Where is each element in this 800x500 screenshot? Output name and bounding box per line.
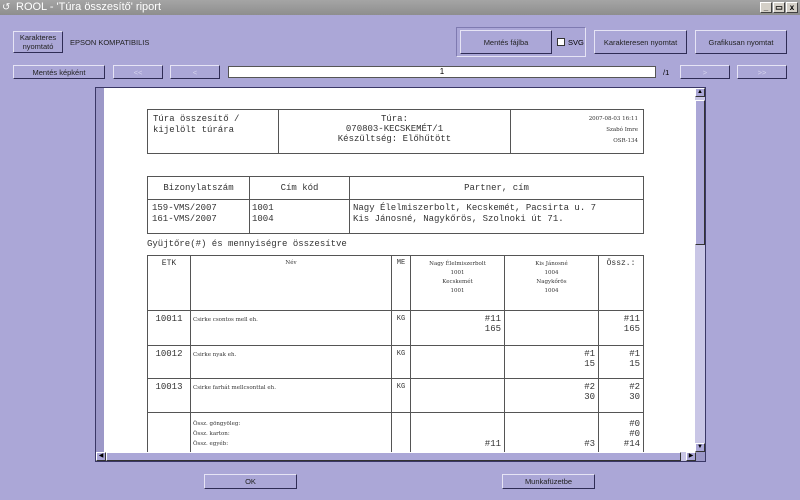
head-center — [278, 109, 511, 154]
unit-cell — [391, 310, 411, 346]
head-right — [510, 109, 644, 154]
col-header-line: Kecskemét — [442, 279, 473, 285]
save-image-button[interactable]: Mentés képként — [13, 65, 105, 79]
cell-text: KG — [396, 383, 406, 391]
page-input[interactable]: 1 — [228, 66, 656, 78]
col-header-line: 1001 — [450, 270, 465, 276]
item-name-cell — [190, 345, 392, 379]
title-bar — [0, 0, 800, 15]
col-header-line: Nagy Élelmiszerbolt — [429, 261, 486, 267]
cell-text: #1 — [584, 349, 595, 359]
report-viewport — [95, 87, 706, 462]
item-name-cell — [190, 378, 392, 413]
cell-text: Csirke csontos mell eh. — [193, 317, 258, 323]
workbook-button[interactable]: Munkafüzetbe — [502, 474, 595, 489]
cell-text: #3 — [584, 439, 595, 449]
tour-code: 070803-KECSKEMÉT/1 — [345, 124, 444, 134]
head-left-line: kijelölt túrára — [153, 125, 235, 135]
unit-cell — [391, 345, 411, 379]
doc-numbers — [147, 199, 250, 234]
docs-header: Partner, cím — [349, 176, 644, 200]
c1-cell — [410, 378, 505, 413]
cell-text: KG — [396, 350, 406, 358]
head-left-line: Túra összesítő / — [153, 114, 240, 124]
unit-cell — [391, 378, 411, 413]
print-char-button[interactable]: Karakteresen nyomtat — [594, 30, 687, 54]
cell-text: 165 — [623, 324, 640, 334]
cell-text: Össz. egyéb: — [193, 441, 229, 447]
col-header-partner-2 — [504, 255, 599, 311]
col-header-line: Kis Jánosné — [535, 261, 568, 267]
cell-text: #11 — [623, 314, 640, 324]
horizontal-scrollbar[interactable] — [96, 452, 696, 461]
cell-text: 10012 — [155, 349, 183, 359]
cell-text: 10013 — [155, 382, 183, 392]
cell-text: #11 — [484, 439, 501, 449]
svg-label: SVG — [568, 38, 584, 47]
sum-cell — [598, 378, 644, 413]
col-header-line: 1004 — [544, 270, 559, 276]
sum-cell — [598, 345, 644, 379]
c2-cell — [504, 345, 599, 379]
next-page-button[interactable]: > — [680, 65, 730, 79]
cell-text: #1 — [629, 349, 640, 359]
docs-header: Cím kód — [249, 176, 350, 200]
address-code: 1001 — [252, 203, 274, 213]
cell-text: Össz. karton: — [193, 431, 230, 437]
report-id: OSR-134 — [613, 138, 638, 144]
readiness: Készültség: Előhűtött — [337, 134, 452, 144]
col-header-unit: ME — [391, 255, 411, 311]
cell-text: 165 — [484, 324, 501, 334]
cell-text: 10011 — [155, 314, 183, 324]
report-date: 2007-08-03 16:11 — [588, 116, 638, 122]
head-left — [147, 109, 279, 154]
c1-cell — [410, 345, 505, 379]
horizontal-scroll-thumb[interactable] — [106, 452, 681, 461]
app-icon[interactable]: ↺ — [2, 2, 11, 13]
col-header-line: Nagykőrös — [536, 279, 567, 285]
col-header-etk: ETK — [147, 255, 191, 311]
address-code: 1004 — [252, 214, 274, 224]
svg-checkbox[interactable] — [557, 38, 565, 46]
head-center-line: Túra: — [380, 114, 408, 124]
cell-text: 30 — [629, 392, 640, 402]
partner: Kis Jánosné, Nagykőrös, Szolnoki út 71. — [353, 214, 564, 224]
cell-text: #2 — [584, 382, 595, 392]
close-button[interactable]: x — [786, 2, 798, 13]
cell-text: KG — [396, 315, 406, 323]
partners — [349, 199, 644, 234]
c2-cell — [504, 378, 599, 413]
user-name: Szabó Imre — [606, 127, 638, 133]
page-total: /1 — [663, 68, 670, 77]
cell-text: #14 — [623, 439, 640, 449]
cell-text: Csirke farhát mellcsonttal eh. — [193, 385, 276, 391]
first-page-button[interactable]: << — [113, 65, 163, 79]
items-caption: Gyüjtőre(#) és mennyiségre összesítve — [147, 239, 347, 249]
window-title: ROOL - 'Túra összesítő' riport — [16, 1, 161, 13]
sum-cell — [598, 310, 644, 346]
doc-number: 159-VMS/2007 — [152, 203, 217, 213]
col-header-partner-1 — [410, 255, 505, 311]
prev-page-button[interactable]: < — [170, 65, 220, 79]
cell-text: #0 — [629, 419, 640, 429]
cell-text: 15 — [584, 359, 595, 369]
item-name-cell — [190, 310, 392, 346]
cell-text: Csirke nyak eh. — [193, 352, 237, 358]
report-page — [104, 88, 695, 453]
scroll-right-icon[interactable]: ▶ — [686, 452, 696, 461]
print-graphic-button[interactable]: Grafikusan nyomtat — [695, 30, 787, 54]
col-header-line: 1004 — [544, 288, 559, 294]
scroll-down-icon[interactable]: ▼ — [695, 443, 705, 452]
printer-name: EPSON KOMPATIBILIS — [70, 38, 150, 47]
minimize-button[interactable]: _ — [760, 2, 772, 13]
save-file-button[interactable]: Mentés fájlba — [460, 30, 552, 54]
scroll-left-icon[interactable]: ◀ — [96, 452, 106, 461]
etk-cell — [147, 345, 191, 379]
partner: Nagy Élelmiszerbolt, Kecskemét, Pacsirta u. 7 — [353, 203, 597, 213]
cell-text: 30 — [584, 392, 595, 402]
address-codes — [249, 199, 350, 234]
docs-header: Bizonylatszám — [147, 176, 250, 200]
cell-text: Össz. göngyöleg: — [193, 421, 241, 427]
vertical-scroll-thumb[interactable] — [695, 100, 705, 245]
doc-number: 161-VMS/2007 — [152, 214, 217, 224]
ok-button[interactable]: OK — [204, 474, 297, 489]
restore-button[interactable]: ▭ — [773, 2, 785, 13]
c1-cell — [410, 310, 505, 346]
col-header-line: 1001 — [450, 288, 465, 294]
cell-text: 15 — [629, 359, 640, 369]
cell-text: #2 — [629, 382, 640, 392]
last-page-button[interactable]: >> — [737, 65, 787, 79]
etk-cell — [147, 378, 191, 413]
c2-cell — [504, 310, 599, 346]
col-header-sum: Össz.: — [598, 255, 644, 311]
cell-text: #11 — [484, 314, 501, 324]
etk-cell — [147, 310, 191, 346]
char-printer-button[interactable]: Karakteres nyomtató — [13, 31, 63, 53]
vertical-scrollbar[interactable] — [695, 88, 705, 452]
scroll-up-icon[interactable]: ▲ — [695, 88, 705, 97]
cell-text: #0 — [629, 429, 640, 439]
col-header-name: Név — [190, 255, 392, 311]
